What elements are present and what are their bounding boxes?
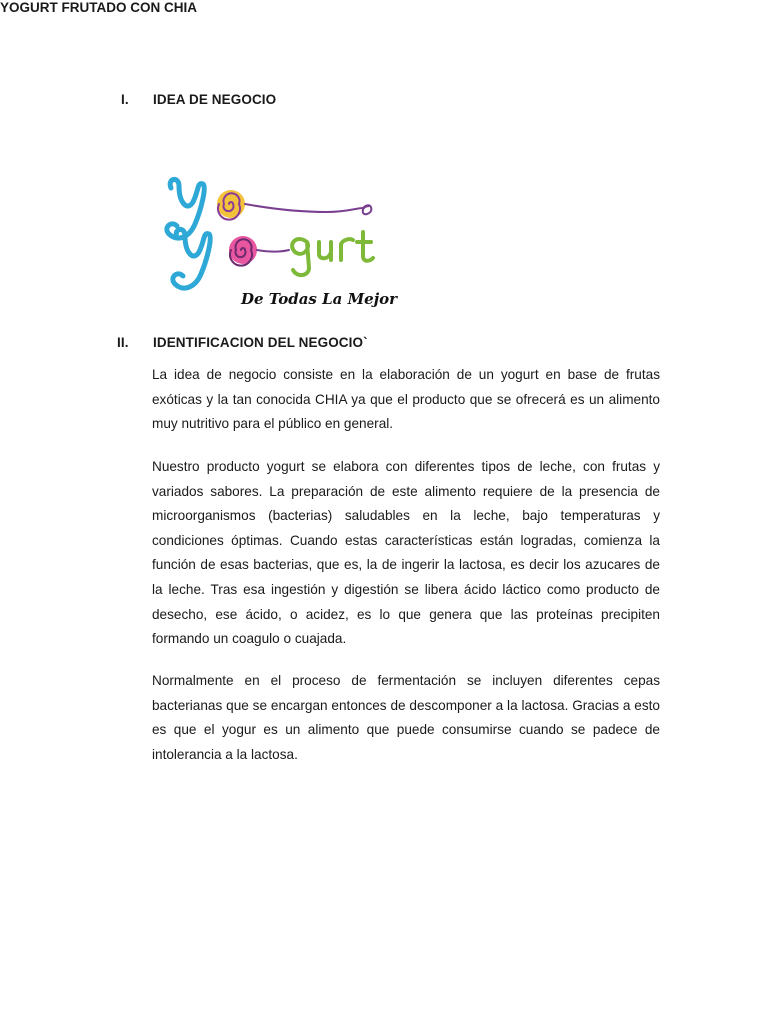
- paragraph-2: Nuestro producto yogurt se elabora con diferentes tipos de leche, con frutas y variados sabores. La preparación de este alimento requiere de la presencia de microorganismos (bacterias) saludables en la leche, bajo temperaturas y condiciones óptimas. Cuando estas características están logradas, comienza la función de esas bacterias, que es, la de ingerir la lactosa, es decir los azucares de la leche. Tras esa ingestión y digestión se libera ácido láctico como producto de desecho, ese ácido, o acidez, es lo que genera que las proteínas precipiten formando un coagulo o cuajada.: [152, 459, 660, 647]
- paragraph-3: Normalmente en el proceso de fermentación se incluyen diferentes cepas bacterianas que se encargan entonces de descomponer a la lactosa. Gracias a esto es que el yogur es un alimento que puede consumirse cuando se padece de intolerancia a la lactosa.: [152, 673, 660, 762]
- section-1-heading: [121, 92, 521, 112]
- section-2-title: IDENTIFICACION DEL NEGOCIO`: [153, 335, 368, 350]
- section-1-subtitle: YOGURT FRUTADO CON CHIA: [0, 0, 197, 15]
- yoyogurt-logo: [157, 172, 427, 314]
- section-2-heading: [117, 335, 517, 355]
- section-2-number: II.: [117, 335, 129, 350]
- section-1-title: IDEA DE NEGOCIO: [153, 92, 277, 107]
- svg-text:De Todas La Mejor: De Todas La Mejor: [241, 290, 398, 308]
- section-1-number: I.: [121, 92, 129, 107]
- paragraph-1: La idea de negocio consiste en la elaboración de un yogurt en base de frutas exóticas y la tan conocida CHIA ya que el producto que se ofrecerá es un alimento muy nutritivo para el público en general.: [152, 367, 660, 432]
